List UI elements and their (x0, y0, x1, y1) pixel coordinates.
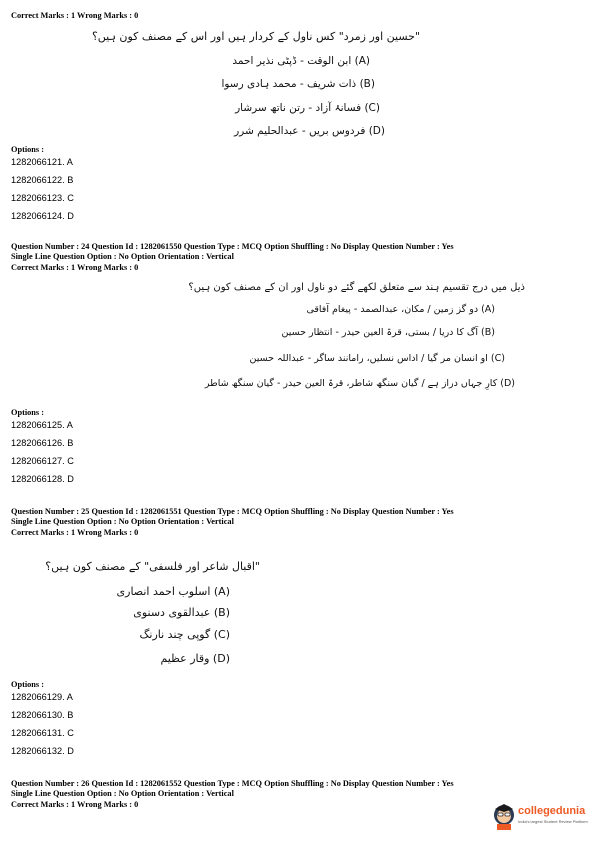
question-image (20, 560, 260, 672)
collegedunia-logo (492, 800, 592, 830)
options-label: Options : (11, 145, 44, 154)
option-row: 1282066130. B (11, 710, 74, 720)
marks-line: Correct Marks : 1 Wrong Marks : 0 (11, 11, 139, 20)
question-text: "حسین اور زمرد" کس ناول کے کردار ہیں اور اس کے مصنف کون ہیں؟ (91, 30, 420, 43)
option-row: 1282066122. B (11, 175, 74, 185)
question-header-line2: Single Line Question Option : No Option Orientation : Vertical (11, 252, 234, 261)
choice-d: (D) وقار عظیم (160, 652, 230, 665)
option-row: 1282066129. A (11, 692, 73, 702)
choice-b: (B) ذات شریف - محمد ہادی رسوا (221, 78, 375, 90)
question-image (150, 282, 525, 400)
question-header-line2: Single Line Question Option : No Option Orientation : Vertical (11, 517, 234, 526)
question-text: ذیل میں درج تقسیم ہند سے متعلق لکھے گئے دو ناول اور ان کے مصنف کون ہیں؟ (188, 282, 525, 293)
logo-wordmark: collegedunia (518, 805, 586, 817)
option-row: 1282066131. C (11, 728, 74, 738)
option-row: 1282066123. C (11, 193, 74, 203)
choice-a: (A) دو گز زمین / مکان، عبدالصمد - پیغام آفاقی (306, 304, 495, 315)
question-header: Question Number : 26 Question Id : 1282061552 Question Type : MCQ Option Shuffling : No Display Question Number : Yes (11, 779, 454, 788)
option-row: 1282066128. D (11, 474, 74, 484)
marks-line: Correct Marks : 1 Wrong Marks : 0 (11, 800, 139, 809)
logo-tagline: India's largest Student Review Platform (518, 819, 588, 824)
choice-b: (B) آگ کا دریا / بستی، قرۃ العین حیدر - انتظار حسین (281, 327, 495, 338)
choice-c: (C) فسانۂ آزاد - رتن ناتھ سرشار (235, 102, 380, 114)
question-text: "اقبال شاعر اور فلسفی" کے مصنف کون ہیں؟ (45, 560, 260, 573)
choice-b: (B) عبدالقوی دسنوی (133, 606, 230, 619)
options-label: Options : (11, 408, 44, 417)
option-row: 1282066121. A (11, 157, 73, 167)
option-row: 1282066124. D (11, 211, 74, 221)
question-header: Question Number : 25 Question Id : 1282061551 Question Type : MCQ Option Shuffling : No Display Question Number : Yes (11, 507, 454, 516)
question-image (91, 30, 420, 140)
choice-c: (C) گوپی چند نارنگ (139, 628, 230, 641)
option-row: 1282066127. C (11, 456, 74, 466)
choice-a: (A) ابن الوقت - ڈپٹی نذیر احمد (232, 55, 370, 67)
choice-d: (D) فردوس بریں - عبدالحلیم شرر (234, 125, 385, 137)
choice-a: (A) اسلوب احمد انصاری (116, 585, 230, 598)
marks-line: Correct Marks : 1 Wrong Marks : 0 (11, 263, 139, 272)
choice-d: (D) کارِ جہاں دراز ہے / گیان سنگھ شاطر، قرۃ العین حیدر - گیان سنگھ شاطر (204, 378, 515, 389)
option-row: 1282066126. B (11, 438, 74, 448)
options-label: Options : (11, 680, 44, 689)
question-header: Question Number : 24 Question Id : 1282061550 Question Type : MCQ Option Shuffling : No Display Question Number : Yes (11, 242, 454, 251)
marks-line: Correct Marks : 1 Wrong Marks : 0 (11, 528, 139, 537)
choice-c: (C) او انسان مر گیا / اداس نسلیں، رامانند ساگر - عبداللہ حسین (249, 353, 505, 364)
option-row: 1282066132. D (11, 746, 74, 756)
question-header-line2: Single Line Question Option : No Option Orientation : Vertical (11, 789, 234, 798)
option-row: 1282066125. A (11, 420, 73, 430)
